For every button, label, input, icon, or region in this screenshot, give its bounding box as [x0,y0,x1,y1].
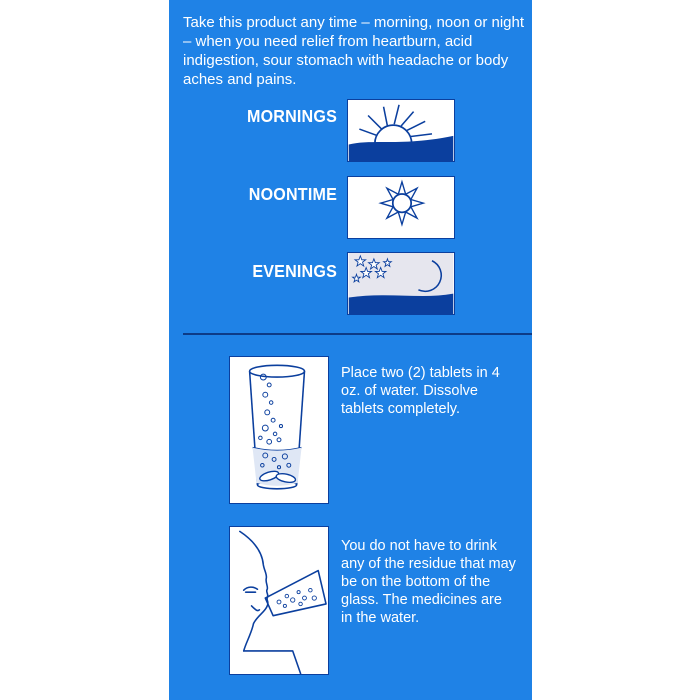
instructions-panel [169,0,532,700]
noontime-label: NOONTIME [248,184,337,204]
glass-dissolving-tablets-icon [229,356,329,504]
evenings-label: EVENINGS [252,261,337,281]
sun-icon [347,176,455,239]
moon-stars-icon [347,252,455,315]
step-2-text: You do not have to drink any of the residue that may be on the bottom of the glass. The medicines are in the water. [341,538,516,626]
sunrise-icon [347,99,455,162]
person-drinking-icon [229,526,329,675]
intro-text: Take this product any time – morning, noon or night – when you need relief from heartburn, acid indigestion, sour stomach with headache or body aches and pains. [183,14,525,88]
section-divider [183,333,532,335]
mornings-label: MORNINGS [246,106,337,126]
step-1-text: Place two (2) tablets in 4 oz. of water. Dissolve tablets completely. [341,365,500,417]
